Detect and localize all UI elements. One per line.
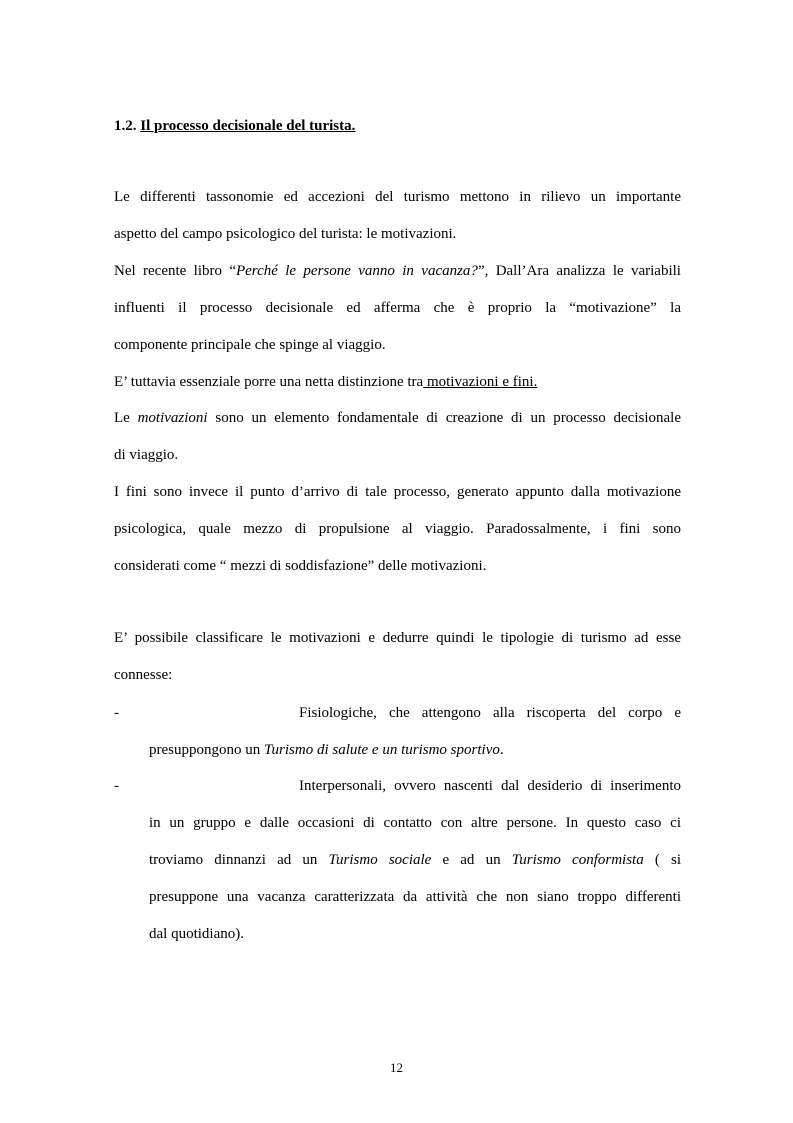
text-line: di viaggio. (114, 447, 179, 463)
text-line: Interpersonali, ovvero nascenti dal desiderio di inserimento (299, 778, 681, 794)
bullet-dash: - (114, 778, 119, 794)
text-line: Nel recente libro “Perché le persone vanno in vacanza?”, Dall’Ara analizza le variabili (114, 263, 681, 279)
text-line: Le motivazioni sono un elemento fondamentale di creazione di un processo decisionale (114, 410, 681, 426)
text-line: E’ possibile classificare le motivazioni e dedurre quindi le tipologie di turismo ad esse (114, 630, 681, 646)
text-line: dal quotidiano). (149, 926, 244, 942)
emphasis: Turismo di salute e un turismo sportivo (264, 742, 500, 758)
section-number: 1.2. (114, 118, 137, 134)
text-line: aspetto del campo psicologico del turista: le motivazioni. (114, 226, 457, 242)
text-line: connesse: (114, 667, 173, 683)
emphasis: Turismo sociale (328, 852, 432, 868)
text-line: presuppone una vacanza caratterizzata da attività che non siano troppo differenti (149, 889, 681, 905)
emphasis: motivazioni (137, 410, 208, 426)
page-number: 12 (390, 1060, 403, 1075)
text-line: considerati come “ mezzi di soddisfazione” delle motivazioni. (114, 558, 487, 574)
section-title: Il processo decisionale del turista. (140, 118, 356, 134)
text-line: in un gruppo e dalle occasioni di contatto con altre persone. In questo caso ci (149, 815, 681, 831)
section-heading (114, 117, 355, 135)
book-title: Perché le persone vanno in vacanza? (235, 263, 478, 279)
text-line: psicologica, quale mezzo di propulsione al viaggio. Paradossalmente, i fini sono (114, 521, 681, 537)
text-line: influenti il processo decisionale ed afferma che è proprio la “motivazione” la (114, 300, 681, 316)
text-line: Le differenti tassonomie ed accezioni del turismo mettono in rilievo un importante (114, 189, 681, 205)
text-line: Fisiologiche, che attengono alla riscoperta del corpo e (299, 705, 681, 721)
text-line: E’ tuttavia essenziale porre una netta distinzione tra motivazioni e fini. (114, 374, 538, 390)
text-line: troviamo dinnanzi ad un Turismo sociale e ad un Turismo conformista ( si (149, 852, 681, 868)
text-line: presuppongono un Turismo di salute e un turismo sportivo. (149, 742, 504, 758)
text-line: componente principale che spinge al viaggio. (114, 337, 386, 353)
text-line: I fini sono invece il punto d’arrivo di tale processo, generato appunto dalla motivazione (114, 484, 681, 500)
emphasis: Turismo conformista (511, 852, 644, 868)
bullet-dash: - (114, 705, 119, 721)
